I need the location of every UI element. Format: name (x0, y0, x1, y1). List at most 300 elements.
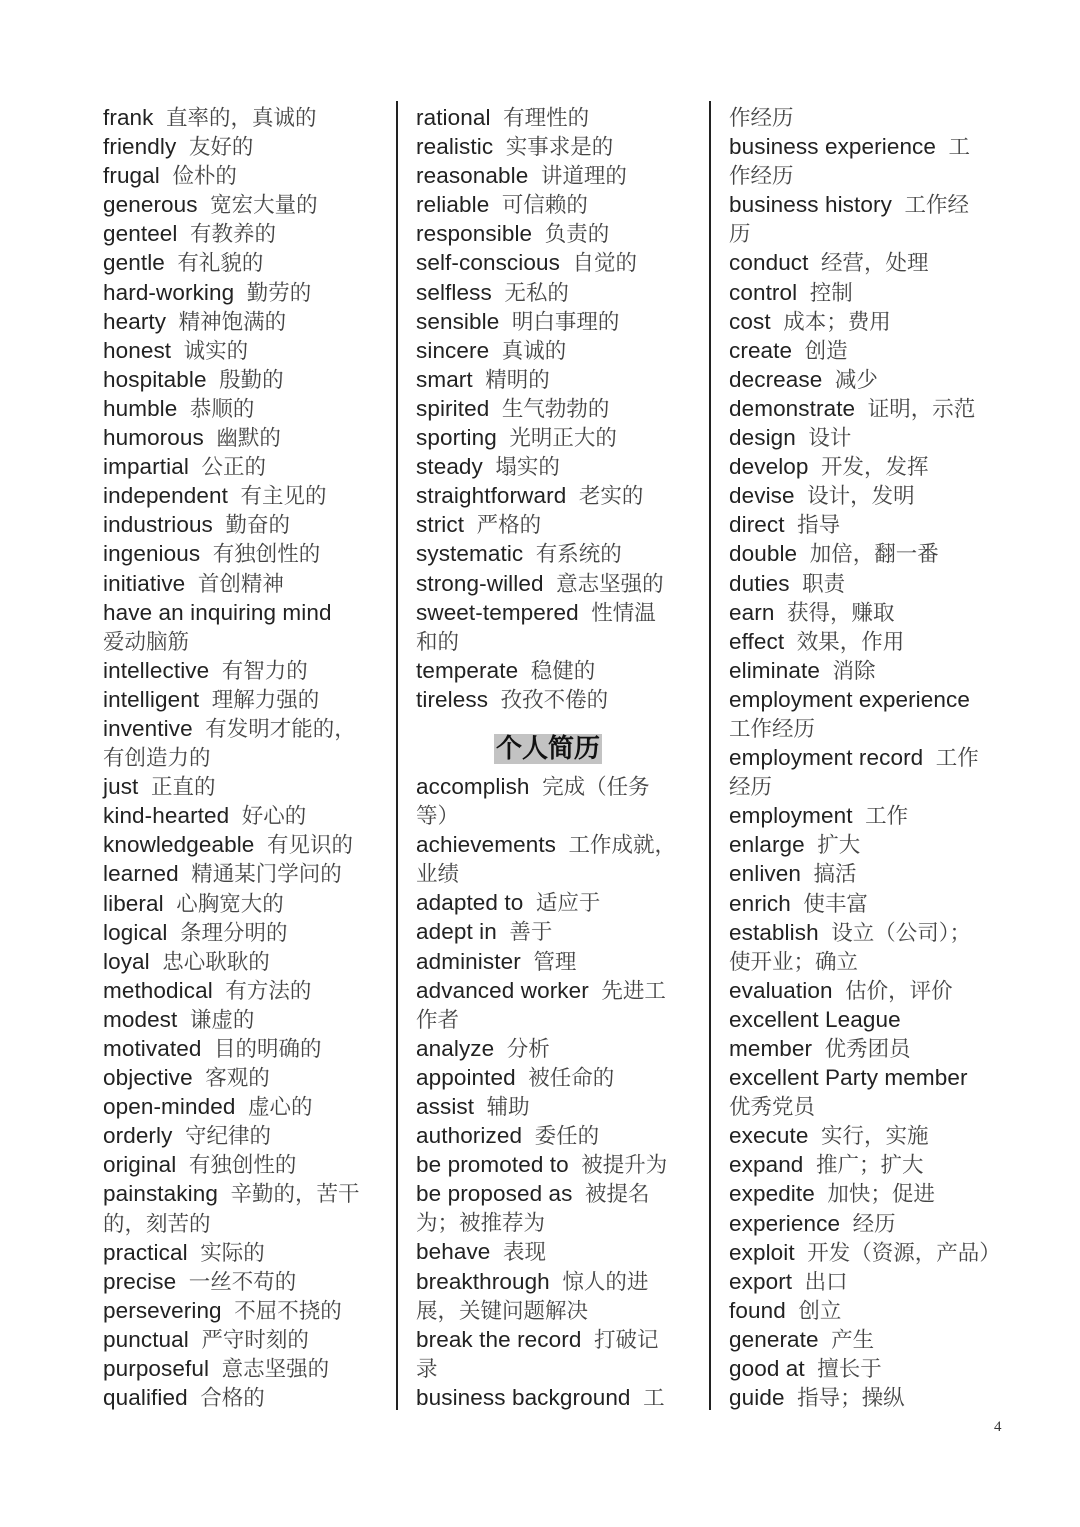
english-term: business background (416, 1384, 631, 1410)
vocab-entry (729, 132, 1009, 161)
chinese-meaning: 公正的 (201, 455, 266, 481)
chinese-meaning: 优秀团员 (824, 1037, 911, 1062)
vocab-entry (416, 1092, 701, 1121)
chinese-meaning: 直率的，真诚的 (166, 106, 317, 131)
vocab-entry (416, 423, 701, 452)
chinese-meaning: 老实的 (578, 484, 644, 510)
vocab-entry (416, 278, 701, 307)
chinese-meaning: 正直的 (150, 775, 216, 801)
vocab-entry (103, 481, 388, 510)
chinese-meaning: 指导；操纵 (797, 1386, 905, 1412)
chinese-meaning: 可信赖的 (501, 193, 588, 219)
english-term: intelligent (103, 686, 200, 712)
english-term: self-conscious (416, 250, 560, 276)
english-term: realistic (416, 134, 494, 160)
vocab-entry (416, 248, 701, 277)
vocab-entry (103, 830, 388, 859)
column-divider-left (396, 101, 398, 1410)
chinese-meaning: 有主见的 (240, 484, 327, 510)
chinese-meaning: 勤劳的 (246, 280, 312, 306)
chinese-meaning: 理解力强的 (211, 687, 320, 713)
vocab-entry (103, 1296, 388, 1325)
vocab-entry (103, 772, 388, 801)
english-term: business experience (729, 134, 937, 160)
chinese-meaning: 效果，作用 (796, 629, 905, 655)
section-heading: 个人简历 (496, 733, 601, 764)
vocab-entry (416, 627, 701, 656)
vocab-entry (729, 365, 1009, 394)
vocab-entry (103, 190, 388, 219)
vocab-entry (416, 132, 701, 161)
english-term: member (729, 1036, 813, 1061)
chinese-meaning: 生气勃勃的 (501, 396, 610, 422)
vocab-entry (103, 248, 388, 277)
chinese-meaning: 使丰富 (803, 891, 868, 917)
vocab-entry (103, 1121, 388, 1150)
chinese-meaning: 殷勤的 (219, 367, 284, 393)
chinese-meaning: 辅助 (486, 1095, 530, 1120)
english-term: adept in (416, 919, 497, 945)
chinese-meaning: 为；被推荐为 (416, 1211, 546, 1237)
english-term: loyal (103, 948, 150, 974)
english-term: breakthrough (416, 1268, 550, 1294)
chinese-meaning: 有理性的 (503, 106, 590, 131)
vocab-column-1 (103, 103, 388, 1412)
chinese-meaning: 一丝不苟的 (188, 1269, 297, 1295)
chinese-meaning: 严守时刻的 (201, 1327, 309, 1353)
chinese-meaning: 条理分明的 (180, 920, 288, 946)
chinese-meaning: 工作 (865, 804, 909, 830)
english-term: break the record (416, 1326, 582, 1352)
english-term: friendly (103, 134, 177, 160)
vocab-entry (416, 307, 701, 336)
vocab-entry (729, 1005, 1009, 1034)
english-term: expand (729, 1152, 804, 1178)
chinese-meaning: 和的 (416, 629, 460, 655)
vocab-entry (416, 161, 701, 190)
vocab-entry (416, 510, 701, 539)
vocab-entry (416, 830, 701, 859)
vocab-entry (103, 918, 388, 947)
vocab-entry (729, 394, 1009, 423)
vocab-entry (729, 743, 1009, 772)
english-term: frank (103, 105, 154, 130)
english-term: industrious (103, 512, 213, 538)
vocab-column-2 (416, 103, 701, 1412)
english-term: initiative (103, 570, 186, 596)
chinese-meaning: 意志坚强的 (221, 1357, 330, 1383)
chinese-meaning: 有创造力的 (103, 746, 211, 772)
chinese-meaning: 被提升为 (581, 1153, 668, 1179)
english-term: impartial (103, 454, 189, 480)
vocab-entry (729, 859, 1009, 888)
english-term: double (729, 541, 798, 567)
chinese-meaning: 出口 (804, 1269, 848, 1295)
english-term: enrich (729, 890, 791, 916)
vocab-entry (729, 685, 1009, 714)
vocab-entry (729, 248, 1009, 277)
vocab-entry (103, 1383, 388, 1412)
chinese-meaning: 成本；费用 (783, 309, 891, 335)
english-term: reliable (416, 192, 490, 218)
english-term: sporting (416, 425, 497, 451)
chinese-meaning: 指导 (797, 513, 841, 539)
vocab-entry (729, 569, 1009, 598)
chinese-meaning: 搞活 (813, 862, 857, 888)
english-term: liberal (103, 890, 164, 916)
english-term: logical (103, 919, 168, 945)
vocab-entry (416, 336, 701, 365)
english-term: demonstrate (729, 395, 856, 421)
vocab-entry (729, 452, 1009, 481)
vocab-entry (729, 947, 1009, 976)
chinese-meaning: 孜孜不倦的 (500, 687, 609, 713)
chinese-meaning: 有发明才能的， (205, 716, 356, 742)
chinese-meaning: 产生 (831, 1327, 875, 1353)
chinese-meaning: 推广；扩大 (815, 1153, 924, 1179)
chinese-meaning: 工 (643, 1385, 665, 1411)
english-term: eliminate (729, 657, 820, 683)
english-term: found (729, 1297, 786, 1323)
english-term: tireless (416, 686, 489, 712)
chinese-meaning: 加倍，翻一番 (809, 542, 939, 568)
chinese-meaning: 无私的 (504, 280, 569, 306)
english-term: enliven (729, 861, 802, 887)
chinese-meaning: 被提名 (585, 1182, 650, 1208)
english-term: practical (103, 1239, 188, 1265)
vocab-entry (729, 1267, 1009, 1296)
vocab-entry (416, 1267, 701, 1296)
english-term: develop (729, 454, 809, 480)
chinese-meaning: 工作 (935, 746, 979, 772)
vocab-entry (729, 1092, 1009, 1121)
vocab-entry (103, 394, 388, 423)
chinese-meaning: 控制 (809, 280, 853, 306)
vocab-entry (416, 569, 701, 598)
english-term: kind-hearted (103, 803, 230, 829)
english-term: hard-working (103, 279, 235, 305)
resume-vocab-list (416, 772, 701, 1412)
english-term: knowledgeable (103, 832, 255, 858)
vocab-entry (416, 539, 701, 568)
vocab-entry (729, 481, 1009, 510)
vocab-entry (103, 598, 388, 627)
english-term: appointed (416, 1064, 516, 1090)
chinese-meaning: 等） (416, 804, 460, 830)
vocab-entry (103, 1354, 388, 1383)
english-term: excellent Party member (729, 1065, 968, 1091)
english-term: authorized (416, 1123, 523, 1149)
english-term: systematic (416, 541, 524, 567)
english-term: intellective (103, 657, 210, 683)
vocab-entry (416, 801, 701, 830)
vocab-entry (416, 452, 701, 481)
chinese-meaning: 适应于 (535, 891, 601, 917)
vocab-entry (416, 888, 701, 917)
column-divider-right (709, 101, 711, 1410)
chinese-meaning: 有见识的 (266, 833, 353, 859)
vocab-entry (103, 161, 388, 190)
english-term: selfless (416, 279, 492, 305)
chinese-meaning: 有方法的 (225, 978, 312, 1004)
english-term: open-minded (103, 1094, 236, 1120)
vocab-entry (103, 423, 388, 452)
vocab-column-3 (729, 103, 1009, 1412)
vocab-entry (729, 219, 1009, 248)
english-term: experience (729, 1210, 841, 1236)
english-term: create (729, 337, 793, 363)
vocab-entry (416, 1325, 701, 1354)
vocab-entry (103, 1238, 388, 1267)
vocab-entry (103, 685, 388, 714)
chinese-meaning: 塌实的 (495, 455, 560, 481)
vocab-entry (416, 772, 701, 801)
chinese-meaning: 业绩 (416, 862, 460, 888)
vocab-entry (416, 947, 701, 976)
vocab-entry (729, 801, 1009, 830)
chinese-meaning: 惊人的进 (562, 1269, 649, 1295)
english-term: spirited (416, 395, 490, 421)
english-term: painstaking (103, 1181, 218, 1207)
chinese-meaning: 严格的 (476, 513, 542, 539)
vocab-entry (729, 889, 1009, 918)
english-term: assist (416, 1094, 475, 1119)
chinese-meaning: 好心的 (241, 804, 307, 830)
chinese-meaning: 设计，发明 (807, 484, 915, 510)
vocab-entry (103, 569, 388, 598)
english-term: guide (729, 1385, 785, 1411)
vocab-entry (416, 1150, 701, 1179)
chinese-meaning: 有独创性的 (212, 542, 321, 568)
vocab-entry (729, 278, 1009, 307)
vocab-entry (103, 1179, 388, 1208)
vocab-entry (103, 539, 388, 568)
vocab-entry (729, 1238, 1009, 1267)
vocab-entry (103, 307, 388, 336)
chinese-meaning: 自觉的 (572, 251, 637, 277)
english-term: precise (103, 1268, 177, 1294)
vocab-entry (729, 918, 1009, 947)
vocab-entry (729, 1354, 1009, 1383)
english-term: generous (103, 192, 198, 218)
english-term: orderly (103, 1123, 173, 1149)
english-term: business history (729, 192, 892, 218)
chinese-meaning: 工 (948, 135, 971, 161)
vocab-entry (416, 1383, 701, 1412)
vocab-entry (416, 1354, 701, 1383)
english-term: expedite (729, 1181, 815, 1207)
vocab-entry (729, 510, 1009, 539)
vocab-entry (729, 190, 1009, 219)
vocab-entry (729, 714, 1009, 743)
vocab-entry (416, 481, 701, 510)
english-term: purposeful (103, 1356, 210, 1382)
chinese-meaning: 消除 (832, 658, 876, 684)
chinese-meaning: 精通某门学问的 (191, 862, 342, 888)
vocab-entry (729, 976, 1009, 1005)
vocab-entry (729, 1383, 1009, 1412)
chinese-meaning: 真诚的 (501, 338, 567, 364)
vocab-entry (103, 278, 388, 307)
chinese-meaning: 展，关键问题解决 (416, 1298, 589, 1324)
vocab-entry (729, 161, 1009, 190)
english-term: employment record (729, 745, 924, 771)
english-term: design (729, 425, 796, 451)
chinese-meaning: 精神饱满的 (178, 309, 287, 335)
english-term: reasonable (416, 163, 529, 189)
english-term: cost (729, 308, 771, 334)
english-term: temperate (416, 657, 519, 683)
chinese-meaning: 俭朴的 (172, 164, 237, 190)
english-term: independent (103, 483, 228, 509)
english-term: just (103, 774, 139, 800)
chinese-meaning: 宽宏大量的 (210, 193, 318, 219)
chinese-meaning: 证明，示范 (867, 396, 976, 422)
chinese-meaning: 合格的 (200, 1386, 265, 1412)
chinese-meaning: 不屈不挠的 (234, 1298, 342, 1324)
chinese-meaning: 创立 (798, 1298, 842, 1324)
chinese-meaning: 工作经 (904, 193, 969, 219)
vocab-entry (416, 917, 701, 946)
chinese-meaning: 设立（公司）； (831, 920, 971, 946)
english-term: execute (729, 1123, 809, 1149)
chinese-meaning: 意志坚强的 (556, 571, 664, 597)
personality-list (416, 103, 701, 714)
chinese-meaning: 的，刻苦的 (103, 1211, 211, 1237)
chinese-meaning: 恭顺的 (189, 396, 255, 422)
chinese-meaning: 工作经历 (729, 716, 816, 742)
chinese-meaning: 辛勤的，苦干 (230, 1182, 360, 1208)
vocab-entry (729, 1034, 1009, 1063)
vocab-entry (103, 1063, 388, 1092)
chinese-meaning: 职责 (802, 571, 846, 597)
english-term: decrease (729, 366, 823, 392)
english-term: smart (416, 366, 473, 392)
vocab-entry (416, 394, 701, 423)
chinese-meaning: 心胸宽大的 (176, 891, 284, 917)
vocab-entry (103, 889, 388, 918)
chinese-meaning: 录 (416, 1356, 438, 1382)
vocab-entry (729, 1209, 1009, 1238)
english-term: hospitable (103, 366, 207, 392)
english-term: advanced worker (416, 977, 589, 1003)
english-term: steady (416, 454, 483, 480)
english-term: straightforward (416, 483, 567, 509)
vocab-entry (729, 1179, 1009, 1208)
english-term: honest (103, 337, 172, 363)
vocab-entry (416, 685, 701, 714)
english-term: methodical (103, 977, 213, 1003)
english-term: have an inquiring mind (103, 599, 332, 625)
vocab-entry (416, 1208, 701, 1237)
vocab-entry (103, 103, 388, 132)
english-term: accomplish (416, 773, 530, 799)
chinese-meaning: 虚心的 (247, 1095, 313, 1121)
vocab-entry (103, 627, 388, 656)
english-term: behave (416, 1239, 491, 1265)
english-term: original (103, 1152, 177, 1178)
chinese-meaning: 有教养的 (190, 222, 277, 248)
vocab-entry (416, 1063, 701, 1092)
english-term: administer (416, 948, 521, 974)
english-term: enlarge (729, 832, 805, 858)
english-term: persevering (103, 1297, 222, 1323)
vocab-entry (729, 307, 1009, 336)
vocab-entry (729, 772, 1009, 801)
vocab-entry (729, 656, 1009, 685)
vocab-entry (729, 539, 1009, 568)
english-term: motivated (103, 1036, 202, 1061)
chinese-meaning: 扩大 (817, 833, 861, 859)
english-term: employment (729, 803, 853, 829)
chinese-meaning: 诚实的 (183, 338, 249, 364)
vocab-entry (103, 1325, 388, 1354)
vocab-entry (103, 714, 388, 743)
english-term: exploit (729, 1239, 795, 1265)
english-term: generate (729, 1326, 819, 1352)
english-term: excellent League (729, 1006, 901, 1032)
vocab-entry (103, 1092, 388, 1121)
chinese-meaning: 历 (729, 222, 751, 248)
chinese-meaning: 开发（资源，产品） (807, 1240, 1001, 1266)
vocab-entry (103, 336, 388, 365)
english-term: be proposed as (416, 1181, 573, 1207)
chinese-meaning: 委任的 (534, 1124, 600, 1150)
english-term: be promoted to (416, 1152, 569, 1178)
vocab-entry (729, 1296, 1009, 1325)
vocab-entry (103, 947, 388, 976)
chinese-meaning: 经历 (852, 1211, 896, 1237)
english-term: good at (729, 1356, 805, 1382)
vocab-entry (729, 1150, 1009, 1179)
chinese-meaning: 分析 (506, 1036, 550, 1062)
vocab-entry (729, 423, 1009, 452)
chinese-meaning: 精明的 (485, 367, 550, 393)
vocab-entry (729, 1121, 1009, 1150)
chinese-meaning: 爱动脑筋 (103, 629, 190, 655)
vocab-entry (416, 1179, 701, 1208)
vocab-entry (729, 1063, 1009, 1092)
chinese-meaning: 优秀党员 (729, 1095, 816, 1121)
english-term: rational (416, 105, 491, 130)
page-number: 4 (994, 1419, 1002, 1435)
english-term: sincere (416, 337, 490, 363)
vocab-entry (416, 976, 701, 1005)
chinese-meaning: 忠心耿耿的 (162, 949, 270, 975)
vocab-entry (729, 1325, 1009, 1354)
chinese-meaning: 实际的 (200, 1240, 265, 1266)
vocab-entry (416, 859, 701, 888)
english-term: hearty (103, 308, 167, 334)
english-term: sensible (416, 308, 500, 334)
english-term: direct (729, 512, 785, 538)
chinese-meaning: 估价，评价 (845, 978, 953, 1004)
vocab-entry (729, 103, 1009, 132)
chinese-meaning: 实行，实施 (821, 1124, 929, 1150)
chinese-meaning: 有独创性的 (188, 1153, 297, 1179)
vocab-entry (729, 830, 1009, 859)
chinese-meaning: 创造 (804, 338, 848, 364)
english-term: responsible (416, 221, 533, 247)
vocab-entry (416, 365, 701, 394)
english-term: qualified (103, 1385, 188, 1411)
vocab-entry (103, 219, 388, 248)
english-term: strict (416, 512, 465, 538)
chinese-meaning: 擅长于 (817, 1357, 882, 1383)
english-term: punctual (103, 1326, 189, 1352)
vocab-entry (103, 743, 388, 772)
english-term: control (729, 279, 798, 305)
